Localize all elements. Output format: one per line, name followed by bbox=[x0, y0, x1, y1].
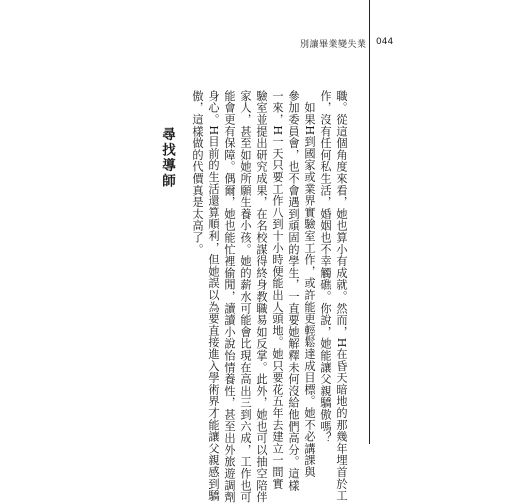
body-text bbox=[191, 90, 348, 503]
body-column-2: 作，沒有任何私生活，婚姻也不幸觸礁。你說，她能讓父親驕傲嗎？ bbox=[319, 90, 332, 444]
body-column-8: 能會更有保障。偶爾，她也能忙裡偷閒，讀讀小說怡情養性，甚至出外旅遊調劑 bbox=[223, 90, 236, 503]
page-divider-rule bbox=[369, 0, 370, 444]
body-column-5: 一來，H一天只要工作八到十小時便能出人頭地。她只要花五年去建立一間實 bbox=[271, 90, 284, 490]
page-number: 044 bbox=[376, 37, 394, 47]
body-column-10: 傲，這樣做的代價真是太高了。 bbox=[191, 90, 204, 256]
body-column-3: 如果H到國家或業界實驗室工作，或許能更輕鬆達成目標。她不必講課與 bbox=[303, 90, 316, 478]
body-column-6: 驗室並提出研究成果，在名校謀得終身教職易如反掌。此外，她也可以抽空陪伴 bbox=[255, 90, 268, 503]
body-column-4: 參加委員會，也不會遇到頑固的學生，一直要她解釋未何沒給他們高分。這樣 bbox=[287, 90, 300, 492]
body-column-7: 家人，甚至如她所願生養小孩。她的薪水可能會比現在高出三到六成，工作也可 bbox=[239, 90, 252, 503]
body-column-9: 身心。H目前的生活還算順利，但她誤以為要直接進入學術界才能讓父親感到驕 bbox=[207, 90, 220, 502]
body-column-1: 職。從這個角度來看，她也算小有成就。然而，H在昏天暗地的那幾年埋首於工 bbox=[335, 90, 348, 502]
running-header-title: 別讓畢業變失業 bbox=[300, 40, 367, 50]
section-title: 尋找導師 bbox=[159, 127, 175, 189]
